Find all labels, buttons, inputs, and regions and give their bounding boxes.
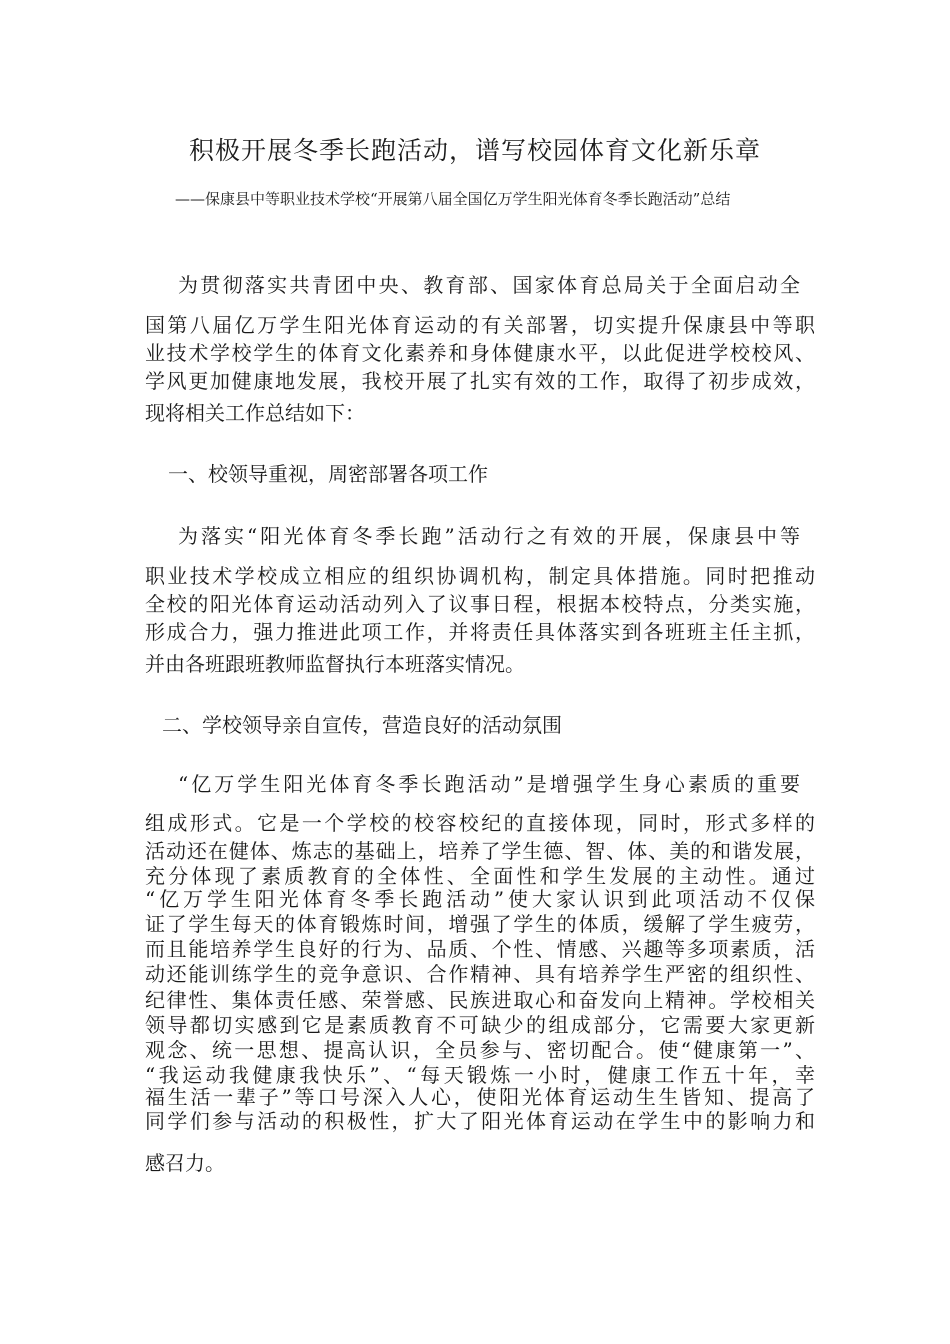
paragraph-line: 福生活一辈子”等口号深入人心，使阳光体育运动生生皆知、提高了 <box>145 1085 815 1109</box>
paragraph-line: 职业技术学校成立相应的组织协调机构，制定具体措施。同时把推动 <box>145 564 815 588</box>
paragraph-line: 现将相关工作总结如下： <box>145 401 365 425</box>
paragraph-line: 感召力。 <box>145 1151 225 1175</box>
paragraph-line: “亿万学生阳光体育冬季长跑活动”使大家认识到此项活动不仅保 <box>145 887 815 911</box>
paragraph-line: 学风更加健康地发展，我校开展了扎实有效的工作，取得了初步成效， <box>145 369 815 393</box>
paragraph-line: 活动还在健体、炼志的基础上，培养了学生德、智、体、美的和谐发展， <box>145 839 815 863</box>
paragraph-line: 充分体现了素质教育的全体性、全面性和学生发展的主动性。通过 <box>145 864 815 888</box>
paragraph-line: “我运动我健康我快乐”、“每天锻炼一小时，健康工作五十年，幸 <box>145 1063 815 1087</box>
paragraph-line: 组成形式。它是一个学校的校容校纪的直接体现，同时，形式多样的 <box>145 811 815 835</box>
paragraph-line: 业技术学校学生的体育文化素养和身体健康水平，以此促进学校校风、 <box>145 341 815 365</box>
paragraph-line: 为贯彻落实共青团中央、教育部、国家体育总局关于全面启动全 <box>178 273 800 297</box>
paragraph-line: 纪律性、集体责任感、荣誉感、民族进取心和奋发向上精神。学校相关 <box>145 988 815 1012</box>
paragraph-line: 为落实“阳光体育冬季长跑”活动行之有效的开展，保康县中等 <box>178 524 800 548</box>
section-heading-2: 二、学校领导亲自宣传，营造良好的活动氛围 <box>162 713 562 737</box>
paragraph-line: 动还能训练学生的竞争意识、合作精神、具有培养学生严密的组织性、 <box>145 962 815 986</box>
document-subtitle: ——保康县中等职业技术学校“开展第八届全国亿万学生阳光体育冬季长跑活动”总结 <box>175 190 731 208</box>
paragraph-line: 而且能培养学生良好的行为、品质、个性、情感、兴趣等多项素质，活 <box>145 937 815 961</box>
paragraph-line: 观念、统一思想、提高认识，全员参与、密切配合。使“健康第一”、 <box>145 1038 815 1062</box>
paragraph-line: “亿万学生阳光体育冬季长跑活动”是增强学生身心素质的重要 <box>178 772 800 796</box>
paragraph-line: 形成合力，强力推进此项工作，并将责任具体落实到各班班主任主抓， <box>145 620 815 644</box>
paragraph-line: 全校的阳光体育运动活动列入了议事日程，根据本校特点，分类实施， <box>145 592 815 616</box>
paragraph-line: 同学们参与活动的积极性，扩大了阳光体育运动在学生中的影响力和 <box>145 1109 815 1133</box>
paragraph-line: 国第八届亿万学生阳光体育运动的有关部署，切实提升保康县中等职 <box>145 313 815 337</box>
paragraph-line: 证了学生每天的体育锻炼时间，增强了学生的体质，缓解了学生疲劳， <box>145 912 815 936</box>
section-heading-1: 一、校领导重视，周密部署各项工作 <box>168 462 488 486</box>
document-title: 积极开展冬季长跑活动，谱写校园体育文化新乐章 <box>188 136 761 165</box>
paragraph-line: 并由各班跟班教师监督执行本班落实情况。 <box>145 652 525 676</box>
paragraph-line: 领导都切实感到它是素质教育不可缺少的组成部分，它需要大家更新 <box>145 1013 815 1037</box>
